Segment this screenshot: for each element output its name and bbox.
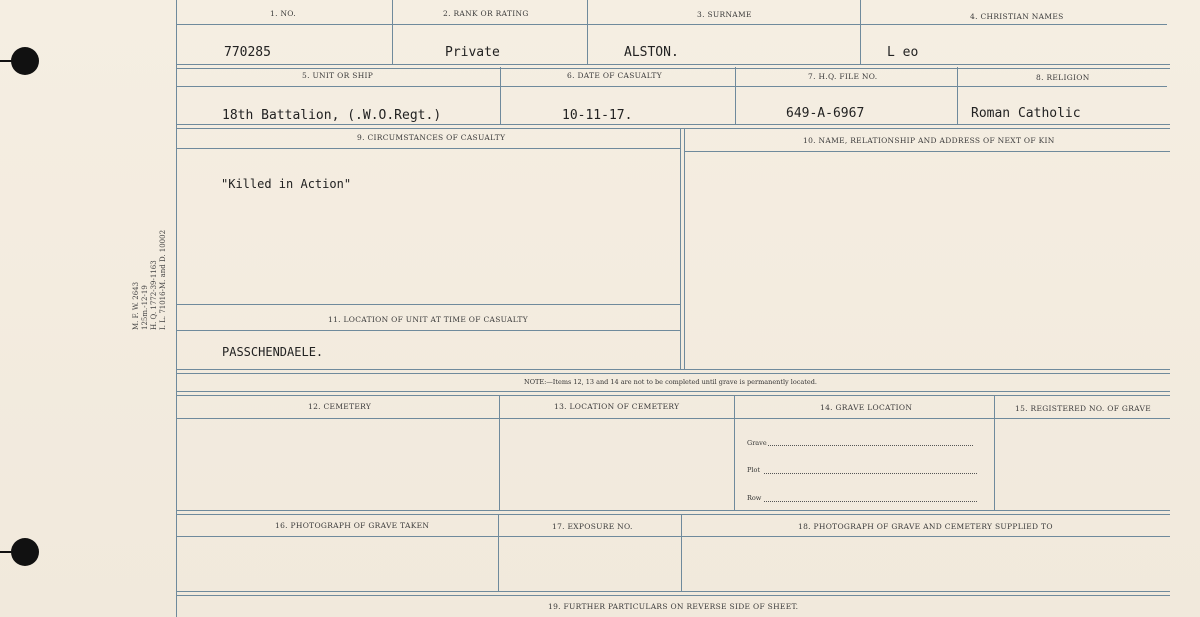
label-surname: 3. SURNAME xyxy=(697,10,752,19)
row1-div-2 xyxy=(587,0,588,64)
row1-sub-rule xyxy=(177,24,1167,25)
loc-top-rule xyxy=(177,304,680,305)
row6-div-1 xyxy=(498,514,499,591)
label-unit: 5. UNIT OR SHIP xyxy=(302,71,374,80)
side-print-line-3: H. Q. 1772-39-1163 xyxy=(150,260,158,330)
label-location-of-cemetery: 13. LOCATION OF CEMETERY xyxy=(554,402,680,411)
row5-div-2 xyxy=(734,395,735,511)
row3-div xyxy=(680,128,681,370)
row2-sub-rule xyxy=(177,86,1167,87)
label-rank: 2. RANK OR RATING xyxy=(443,9,529,18)
label-no: 1. NO. xyxy=(270,9,296,18)
value-circumstances: "Killed in Action" xyxy=(221,177,352,191)
row2-div-3 xyxy=(957,67,958,125)
row2-bottom-rule xyxy=(177,124,1170,129)
label-religion: 8. RELIGION xyxy=(1036,73,1090,82)
value-location-of-unit: PASSCHENDAELE. xyxy=(222,345,324,359)
row6-top-rule xyxy=(177,510,1170,515)
row1-div-3 xyxy=(860,0,861,64)
row5-div-1 xyxy=(499,395,500,511)
note-bottom-rule xyxy=(177,391,1170,396)
grave-dotline xyxy=(768,444,973,446)
note-top-rule xyxy=(177,369,1170,374)
value-rank: Private xyxy=(445,45,500,60)
row5-div-3 xyxy=(994,395,995,511)
row-label: Row xyxy=(747,494,762,502)
value-file-no: 649-A-6967 xyxy=(786,106,865,121)
row6-sub-rule xyxy=(177,536,1170,537)
row1-bottom-rule xyxy=(177,64,1170,69)
side-print xyxy=(132,230,168,330)
grave-label: Grave xyxy=(747,439,767,447)
label-circumstances: 9. CIRCUMSTANCES OF CASUALTY xyxy=(357,133,506,142)
row6-div-2 xyxy=(681,514,682,591)
plot-dotline xyxy=(764,472,977,474)
punch-hole-top xyxy=(11,47,39,75)
label-registered-no: 15. REGISTERED NO. OF GRAVE xyxy=(1015,404,1151,413)
label-next-of-kin: 10. NAME, RELATIONSHIP AND ADDRESS OF NEXT OF KIN xyxy=(803,136,1055,145)
value-no: 770285 xyxy=(224,45,271,60)
punch-hole-bottom xyxy=(11,538,39,566)
row1-div-1 xyxy=(392,0,393,64)
label-date: 6. DATE OF CASUALTY xyxy=(567,71,662,80)
note-text: NOTE:—Items 12, 13 and 14 are not to be completed until grave is permanently located. xyxy=(524,378,817,386)
circ-sub-rule xyxy=(177,148,680,149)
label-grave-location: 14. GRAVE LOCATION xyxy=(820,403,913,412)
label-file-no: 7. H.Q. FILE NO. xyxy=(808,72,878,81)
kin-sub-rule xyxy=(684,151,1170,152)
value-date: 10-11-17. xyxy=(562,108,633,123)
punch-hole-top-tick xyxy=(0,60,12,62)
side-print-line-2: 125m.-12-19 xyxy=(141,285,149,330)
value-religion: Roman Catholic xyxy=(971,106,1081,121)
value-surname: ALSTON. xyxy=(624,45,679,60)
value-unit: 18th Battalion, (.W.O.Regt.) xyxy=(222,108,442,123)
row-dotline xyxy=(764,500,977,502)
value-christian-names: L eo xyxy=(887,45,919,60)
left-border xyxy=(176,0,177,617)
row2-div-2 xyxy=(735,67,736,125)
footer-top-rule xyxy=(177,591,1170,596)
row5-sub-rule xyxy=(177,418,1170,419)
label-cemetery: 12. CEMETERY xyxy=(308,402,372,411)
label-photograph-supplied: 18. PHOTOGRAPH OF GRAVE AND CEMETERY SUPPLIED TO xyxy=(798,522,1053,531)
label-location-of-unit: 11. LOCATION OF UNIT AT TIME OF CASUALTY xyxy=(328,315,528,324)
row2-div-1 xyxy=(500,67,501,125)
side-print-line-1: M. F. W. 2643 xyxy=(132,281,140,330)
label-christian-names: 4. CHRISTIAN NAMES xyxy=(970,12,1064,21)
side-print-line-4: I. L. 71016-M. and D. 10002 xyxy=(159,229,167,330)
label-exposure-no: 17. EXPOSURE NO. xyxy=(552,522,633,531)
label-further-particulars: 19. FURTHER PARTICULARS ON REVERSE SIDE OF SHEET. xyxy=(548,602,799,611)
plot-label: Plot xyxy=(747,466,760,474)
row3-div-b xyxy=(684,128,685,370)
label-photograph-taken: 16. PHOTOGRAPH OF GRAVE TAKEN xyxy=(275,521,430,530)
loc-sub-rule xyxy=(177,330,680,331)
punch-hole-bottom-tick xyxy=(0,551,12,553)
